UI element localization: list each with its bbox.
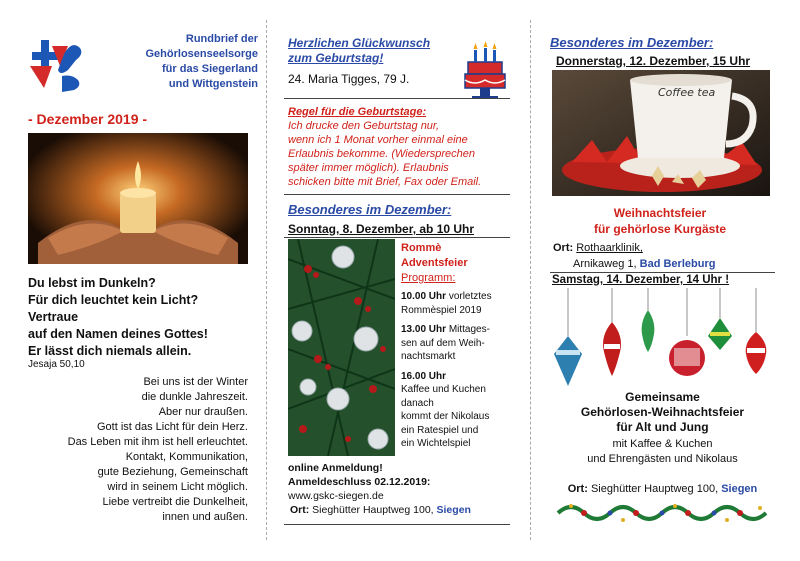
divider (284, 237, 510, 238)
event-detail: und Ehrengästen und Nikolaus (587, 453, 738, 465)
reflection-line: gute Beziehung, Gemeinschaft (97, 466, 248, 478)
month-title: - Dezember 2019 - (28, 111, 148, 127)
verse-line: auf den Namen deines Gottes! (28, 327, 208, 341)
event-title (540, 205, 780, 237)
program-text: ein Wichtelspiel (401, 438, 471, 449)
birthday-cake-icon (462, 40, 508, 100)
header-line: Gehörlosenseelsorge (145, 48, 258, 60)
program-item (401, 370, 521, 451)
verse-line: Für dich leuchtet kein Licht? (28, 293, 199, 307)
event-title-line: Rommè (401, 242, 442, 254)
event-title-line: für gehörlose Kurgäste (593, 222, 727, 236)
column-divider-left (266, 20, 267, 540)
birthday-rule-line: schicken bitte mit Brief, Fax oder Email. (288, 176, 482, 188)
verse-block (28, 275, 208, 360)
program-label: Programm: (401, 272, 456, 284)
program-text: kommt der Nikolaus (401, 411, 490, 422)
candle-photo (28, 133, 248, 264)
coffee-cup-photo (552, 70, 770, 196)
verse-line: Vertraue (28, 310, 79, 324)
birthday-rule (288, 105, 514, 189)
christmas-party-info (540, 390, 785, 467)
section-heading: Besonderes im Dezember: (550, 35, 714, 50)
program-text: Mittages- (448, 324, 490, 335)
location-city: Siegen (436, 504, 471, 516)
header-line: und Wittgenstein (168, 78, 258, 90)
divider (550, 272, 775, 273)
registration-info (288, 461, 430, 503)
reflection-line: Aber nur draußen. (158, 406, 248, 418)
event-title-line: für Alt und Jung (616, 420, 709, 434)
event-title-line: Gehörlosen-Weihnachtsfeier (580, 405, 745, 419)
location-city: Siegen (721, 483, 758, 495)
location-label: Ort: (553, 242, 574, 254)
cup-label: Coffee tea (658, 86, 716, 99)
online-registration: online Anmeldung! (288, 462, 383, 474)
event-title (401, 241, 468, 271)
event-title-line: Adventsfeier (401, 257, 468, 269)
birthday-rule-title: Regel für die Geburtstage: (288, 106, 427, 118)
divider (284, 524, 510, 525)
header-line: Rundbrief der (185, 33, 258, 45)
birthday-rule-line: Ich drucke den Geburtstag nur, (288, 120, 440, 132)
location-address: Arnikaweg 1, (573, 258, 637, 270)
event-date: Donnerstag, 12. Dezember, 15 Uhr (556, 54, 751, 68)
birthday-heading (288, 36, 430, 66)
birthday-rule-line: Erlaubnis bekomme. (Wiedersprechen (288, 148, 475, 160)
registration-deadline: Anmeldeschluss 02.12.2019: (288, 476, 431, 488)
event-location (540, 483, 785, 495)
column-divider-right (530, 20, 531, 540)
program-text: sen auf dem Weih- (401, 337, 485, 349)
location-name: Rothaarklinik, (576, 242, 643, 254)
program-text: nachtsmarkt (401, 351, 456, 362)
birthday-heading-line: zum Geburtstag! (288, 51, 384, 65)
ornaments-illustration (550, 288, 775, 386)
event-date: Samstag, 14. Dezember, 14 Uhr ! (552, 274, 730, 286)
reflection-line: Bei uns ist der Winter (143, 376, 248, 388)
program-time: 13.00 Uhr (401, 324, 447, 335)
birthday-rule-line: wenn ich 1 Monat vorher einmal eine (288, 134, 468, 146)
reflection-line: Kontakt, Kommunikation, (125, 451, 248, 463)
location-label: Ort: (290, 504, 310, 516)
header-line: für das Siegerland (162, 63, 258, 75)
program-text: danach (401, 397, 434, 409)
birthday-heading-line: Herzlichen Glückwunsch (288, 36, 431, 50)
location-label: Ort: (567, 483, 588, 495)
program-text: ein Ratespiel und (401, 424, 479, 436)
program-text: Kaffee und Kuchen (401, 384, 486, 395)
reflection-line: Liebe vertreibt die Dunkelheit, (102, 496, 248, 508)
event-date: Sonntag, 8. Dezember, ab 10 Uhr (288, 222, 475, 236)
location-address: Sieghütter Hauptweg 100, (590, 483, 719, 495)
reflection-line: innen und außen. (162, 511, 248, 523)
program-item (401, 290, 521, 317)
program-text: vorletztes (448, 291, 492, 302)
program-time: 10.00 Uhr (401, 291, 447, 302)
birthday-entry: 24. Maria Tigges, 79 J. (288, 72, 410, 86)
location-city: Bad Berleburg (639, 258, 716, 270)
verse-line: Du lebst im Dunkeln? (28, 276, 156, 290)
event-location (290, 504, 471, 516)
event-title-line: Weihnachtsfeier (613, 206, 707, 220)
logo-icon (28, 32, 90, 94)
reflection-line: Gott ist das Licht für dein Herz. (96, 421, 248, 433)
program-list (401, 290, 521, 451)
reflection-line: die dunkle Jahreszeit. (141, 391, 248, 403)
garland-decoration (556, 500, 770, 526)
program-time: 16.00 Uhr (401, 370, 447, 382)
program-text: Rommèspiel 2019 (401, 304, 482, 316)
reflection-line: Das Leben mit ihm ist hell erleuchtet. (67, 436, 248, 448)
reflection-line: wird in seinem Licht möglich. (107, 481, 248, 493)
newsletter-header (96, 32, 258, 92)
event-title-line: Gemeinsame (625, 390, 700, 404)
event-location (553, 240, 715, 272)
divider (284, 98, 510, 99)
location-address: Sieghütter Hauptweg 100, (312, 504, 434, 516)
divider (284, 194, 510, 195)
event-detail: mit Kaffee & Kuchen (612, 438, 713, 450)
birthday-rule-line: später immer möglich). Erlaubnis (288, 162, 449, 174)
advent-wreath-photo (288, 239, 395, 456)
website-link[interactable]: www.gskc-siegen.de (288, 490, 384, 502)
verse-line: Er lässt dich niemals allein. (28, 344, 192, 358)
verse-reference: Jesaja 50,10 (28, 359, 85, 370)
program-item (401, 323, 521, 364)
section-heading: Besonderes im Dezember: (288, 202, 452, 217)
reflection-text (28, 375, 248, 525)
